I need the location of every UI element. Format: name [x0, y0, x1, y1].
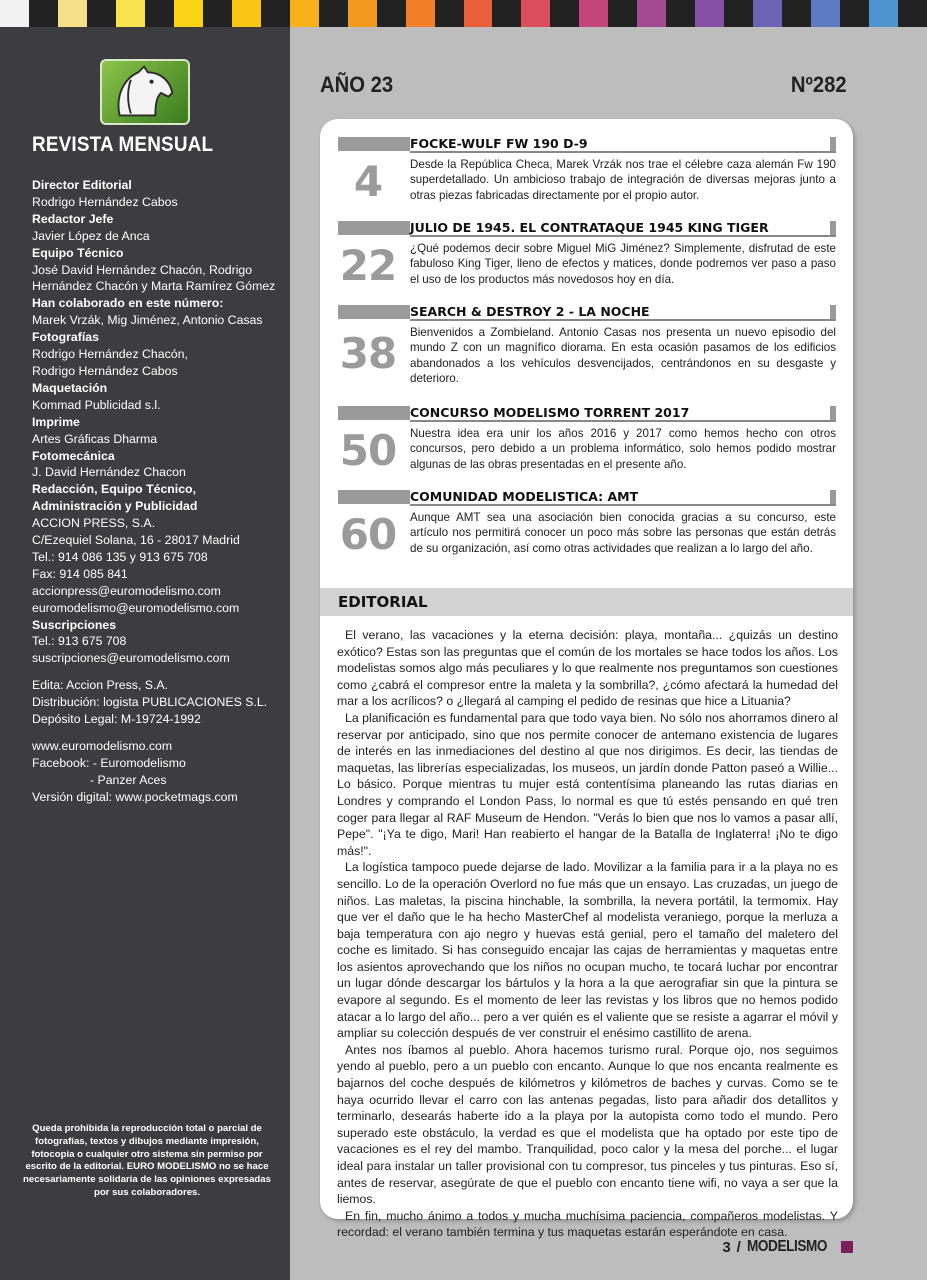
toc-bar-end [830, 137, 836, 151]
credit-text: Rodrigo Hernández Cabos [32, 363, 178, 378]
toc-entry[interactable] [338, 404, 836, 488]
editorial-paragraph: Antes nos íbamos al pueblo. Ahora hacemos turismo rural. Porque ojo, nos seguimos yendo al pueblo, pero a un pueblo con encanto. Aunque lo que nos encanta realmente es bajarnos del coche después de kilómetros y kilómetros de baches y curvas. Como se te haya ocurrido llevar el carro con las antenas pegadas, listo para añadir dos detallitos y terminarlo, desearás haberte ido a la playa por la autopista como todo el mundo. Pero superado este obstáculo, la verdad es que el modelista que ha optado por este tipo de vacaciones es el rey del mambo. Tranquilidad, poco calor y la mesa del porche... el lugar ideal para instalar un taller provisional con tu compresor, tus pinceles y tus pinturas. Eso sí, antes de reservar, asegúrate de que el pueblo con encanto tiene wifi, no vaya a ser que la liemos. [337, 1042, 838, 1207]
credit-text: Edita: Accion Press, S.A. [32, 678, 169, 693]
credit-text: Fax: 914 085 841 [32, 566, 128, 581]
sidebar [0, 27, 290, 1280]
toc-entry[interactable] [338, 219, 836, 303]
credit-text: Rodrigo Hernández Chacón, [32, 347, 188, 362]
issue-number: Nº282 [791, 72, 847, 97]
strip-swatch [87, 0, 116, 27]
toc-entry[interactable] [338, 135, 836, 219]
credit-heading: Redactor Jefe [32, 211, 114, 226]
credit-heading: Redacción, Equipo Técnico, Administración y Publicidad [32, 482, 198, 514]
toc-bar-end [830, 490, 836, 504]
strip-swatch [608, 0, 637, 27]
footer-separator: / [736, 1238, 741, 1256]
credit-text: Artes Gráficas Dharma [32, 431, 158, 446]
editorial-paragraph: En fin, mucho ánimo a todos y mucha muchísima paciencia, compañeros modelistas. Y recordad: el verano también termina y tus maquetas estarán esperándote en casa. [337, 1208, 838, 1240]
credit-text: Facebook: - Euromodelismo [32, 755, 186, 770]
strip-swatch [782, 0, 811, 27]
toc-entry[interactable] [338, 488, 836, 572]
strip-swatch [348, 0, 377, 27]
editorial-body [337, 627, 838, 1241]
credit-heading: Han colaborado en este número: [32, 296, 224, 311]
toc-bar-accent [338, 137, 410, 151]
strip-swatch [203, 0, 232, 27]
legal-notice: Queda prohibida la reproducción total o parcial de fotografías, textos y dibujos mediante impresión, fotocopia o cualquier otro sistema sin permiso por escrito de la editorial. EURO MODELISMO no se hace necesariamente solidaria de las opiniones expresadas por sus colaboradores. [23, 1123, 271, 1198]
strip-swatch [174, 0, 203, 27]
toc-description: ¿Qué podemos decir sobre Miguel MiG Jiménez? Simplemente, disfrutad de este fabuloso King Tiger, lleno de efectos y matices, donde podremos ver paso a paso el uso de los productos más novedosos hoy en día. [410, 242, 836, 286]
credit-heading: Fotomecánica [32, 448, 115, 463]
toc-page-number: 22 [339, 241, 397, 290]
toc-page-number: 50 [339, 426, 397, 475]
strip-swatch [377, 0, 406, 27]
strip-swatch [492, 0, 521, 27]
credit-heading: Maquetación [32, 380, 108, 395]
strip-swatch [521, 0, 550, 27]
strip-swatch [695, 0, 724, 27]
magazine-subtitle: REVISTA MENSUAL [32, 133, 214, 156]
strip-swatch [406, 0, 435, 27]
strip-swatch [811, 0, 840, 27]
toc-description: Aunque AMT sea una asociación bien conocida gracias a su concurso, este artículo nos permitirá conocer un poco más sobre las personas que están detrás de su organización, así como otras actividades que realizan a lo largo del año. [410, 511, 836, 555]
credit-text: Distribución: logista PUBLICACIONES S.L. [32, 695, 268, 710]
credits-gap [32, 728, 284, 738]
credits-list [32, 177, 284, 806]
toc-bar-accent [338, 406, 410, 420]
strip-swatch [145, 0, 174, 27]
credit-text: J. David Hernández Chacon [32, 465, 186, 480]
toc-title-bar [338, 219, 836, 237]
toc-page-number: 38 [339, 329, 397, 378]
page-number: 3 [722, 1238, 731, 1256]
credit-heading: Equipo Técnico [32, 245, 124, 260]
toc-title-bar [338, 135, 836, 153]
table-of-contents [338, 135, 836, 572]
credit-text: ACCION PRESS, S.A. [32, 516, 155, 531]
year-label: AÑO 23 [320, 72, 394, 97]
contents-card [320, 119, 853, 1240]
toc-title: FOCKE-WULF FW 190 D-9 [410, 135, 836, 153]
credit-text: www.euromodelismo.com [32, 739, 173, 753]
credit-heading: Suscripciones [32, 617, 117, 632]
strip-swatch [435, 0, 464, 27]
horse-logo-icon [100, 59, 190, 125]
credit-text: Kommad Publicidad s.l. [32, 397, 161, 412]
strip-swatch [232, 0, 261, 27]
toc-title-bar [338, 404, 836, 422]
strip-swatch [724, 0, 753, 27]
page-footer [722, 1238, 853, 1256]
strip-swatch [58, 0, 87, 27]
toc-title: CONCURSO MODELISMO TORRENT 2017 [410, 404, 836, 422]
strip-swatch [290, 0, 319, 27]
credits-gap [32, 667, 284, 677]
toc-title-bar [338, 303, 836, 321]
credit-text: euromodelismo@euromodelismo.com [32, 600, 240, 615]
editorial-paragraph: El verano, las vacaciones y la eterna decisión: playa, montaña... ¿quizás un destino exótico? Estas son las preguntas que el común de los mortales se hace todos los años. Los modelistas somos algo más peculiares y lo que realmente nos preguntamos son cuestiones como ¿cabrá el compresor entre la maleta y la sombrilla?, ¿cómo afectará la humedad del mar a los acrílicos? o ¿llegará al camping el pedido de resinas que hice a Lituania? [337, 628, 838, 709]
toc-bar-accent [338, 490, 410, 504]
strip-swatch [666, 0, 695, 27]
strip-swatch [29, 0, 58, 27]
credit-text: Tel.: 913 675 708 [32, 634, 127, 649]
strip-swatch [840, 0, 869, 27]
credit-text: Javier López de Anca [32, 228, 150, 243]
toc-description: Nuestra idea era unir los años 2016 y 2017 como hemos hecho con otros concursos, pero debido a un problema informático, solo hemos podido mostrar algunas de las obras presentadas en el presente año. [410, 427, 836, 471]
footer-brand: MODELISMO [746, 1238, 827, 1255]
color-strip [0, 0, 927, 27]
credit-text: José David Hernández Chacón, Rodrigo Hernández Chacón y Marta Ramírez Gómez [32, 262, 276, 294]
credit-heading: Imprime [32, 414, 80, 429]
strip-swatch [116, 0, 145, 27]
credit-heading: Fotografías [32, 330, 99, 345]
strip-swatch [898, 0, 927, 27]
strip-swatch [0, 0, 29, 27]
toc-page-number: 4 [353, 157, 383, 206]
editorial-paragraph: La planificación es fundamental para que todo vaya bien. No sólo nos ahorramos dinero al reservar por anticipado, sino que nos permite conocer de antemano existencia de lugares de interés en las inmediaciones del destino al que nos dirigimos. Es decir, las tiendas de maquetas, las librerías especializadas, los museos, un jardín donde Patton paseó a Willie... Lo básico. Porque mientras tu mujer está contentísima planeando las rutas diarias en Londres y comprando el London Pass, lo normal es que tú estés pensando en qué tren coger para llegar al RAF Museum de Hendon. "Verás lo bien que nos lo vamos a pasar allí, Pepe". "¡Ya te digo, Mari! Han reabierto el hangar de la Batalla de Inglaterra! ¡No te digo más!". [337, 710, 838, 858]
toc-bar-end [830, 221, 836, 235]
toc-title: COMUNIDAD MODELISTICA: AMT [410, 488, 836, 506]
brand-square-icon [841, 1241, 853, 1253]
strip-swatch [319, 0, 348, 27]
toc-bar-accent [338, 221, 410, 235]
editorial-heading: EDITORIAL [320, 588, 853, 616]
editorial-paragraph: La logística tampoco puede dejarse de lado. Movilizar a la familia para ir a la playa no es sencillo. Lo de la operación Overlord no fue más que un ensayo. Las cruzadas, un juego de niños. Las maletas, la piscina hinchable, la sombrilla, la nevera portátil, la termomix. Hay que ver el daño que le ha hecho MasterChef al modelista veraniego, porque la merluza a baja temperatura con ajo negro y huevas está genial, pero el tamaño del maletero del coche es limitado. Si has conseguido encajar las cajas de herramientas y maquetas entre los asientos aprovechando que los niños no ocupan mucho, te tocará luchar por encontrar un lugar dónde descargar los bártulos y la hora a la que aerografiar sin que la pintura se evapore al segundo. Es el momento de leer las revistas y los libros que no hemos podido atacar a lo largo del año... pero a ver quién es el valiente que se resiste a agarrar el móvil y ampliar su colección después de ver construir el enésimo castillito de arena. [337, 860, 838, 1041]
credit-text: Tel.: 914 086 135 y 913 675 708 [32, 549, 208, 564]
strip-swatch [753, 0, 782, 27]
toc-description: Bienvenidos a Zombieland. Antonio Casas nos presenta un nuevo episodio del mundo Z con un magnífico diorama. En esta ocasión pasamos de los edificios abandonados a los vehículos desvencijados, centrándonos en su desgaste y deterioro. [410, 326, 836, 386]
credit-text: accionpress@euromodelismo.com [32, 583, 221, 598]
toc-title-bar [338, 488, 836, 506]
credit-heading: Director Editorial [32, 178, 132, 192]
strip-swatch [550, 0, 579, 27]
credit-text: Depósito Legal: M-19724-1992 [32, 712, 201, 727]
toc-bar-accent [338, 305, 410, 319]
strip-swatch [261, 0, 290, 27]
credit-text: Versión digital: www.pocketmags.com [32, 789, 238, 804]
toc-bar-end [830, 406, 836, 420]
credit-text: - Panzer Aces [90, 772, 167, 787]
strip-swatch [464, 0, 493, 27]
strip-swatch [579, 0, 608, 27]
toc-page-number: 60 [339, 510, 397, 559]
credit-text: suscripciones@euromodelismo.com [32, 651, 230, 666]
credit-text: Rodrigo Hernández Cabos [32, 194, 178, 209]
strip-swatch [637, 0, 666, 27]
credit-text: Marek Vrzák, Mig Jiménez, Antonio Casas [32, 313, 263, 328]
strip-swatch [869, 0, 898, 27]
toc-bar-end [830, 305, 836, 319]
credit-text: C/Ezequiel Solana, 16 - 28017 Madrid [32, 533, 240, 548]
toc-title: JULIO DE 1945. EL CONTRATAQUE 1945 KING TIGER [410, 219, 836, 237]
toc-title: SEARCH & DESTROY 2 - LA NOCHE [410, 303, 836, 321]
toc-description: Desde la República Checa, Marek Vrzák nos trae el célebre caza alemán Fw 190 superdetallado. Un ambicioso trabajo de integración de diversas mejoras junto a otras piezas fabricadas directamente por el propio autor. [410, 158, 836, 202]
toc-entry[interactable] [338, 303, 836, 404]
